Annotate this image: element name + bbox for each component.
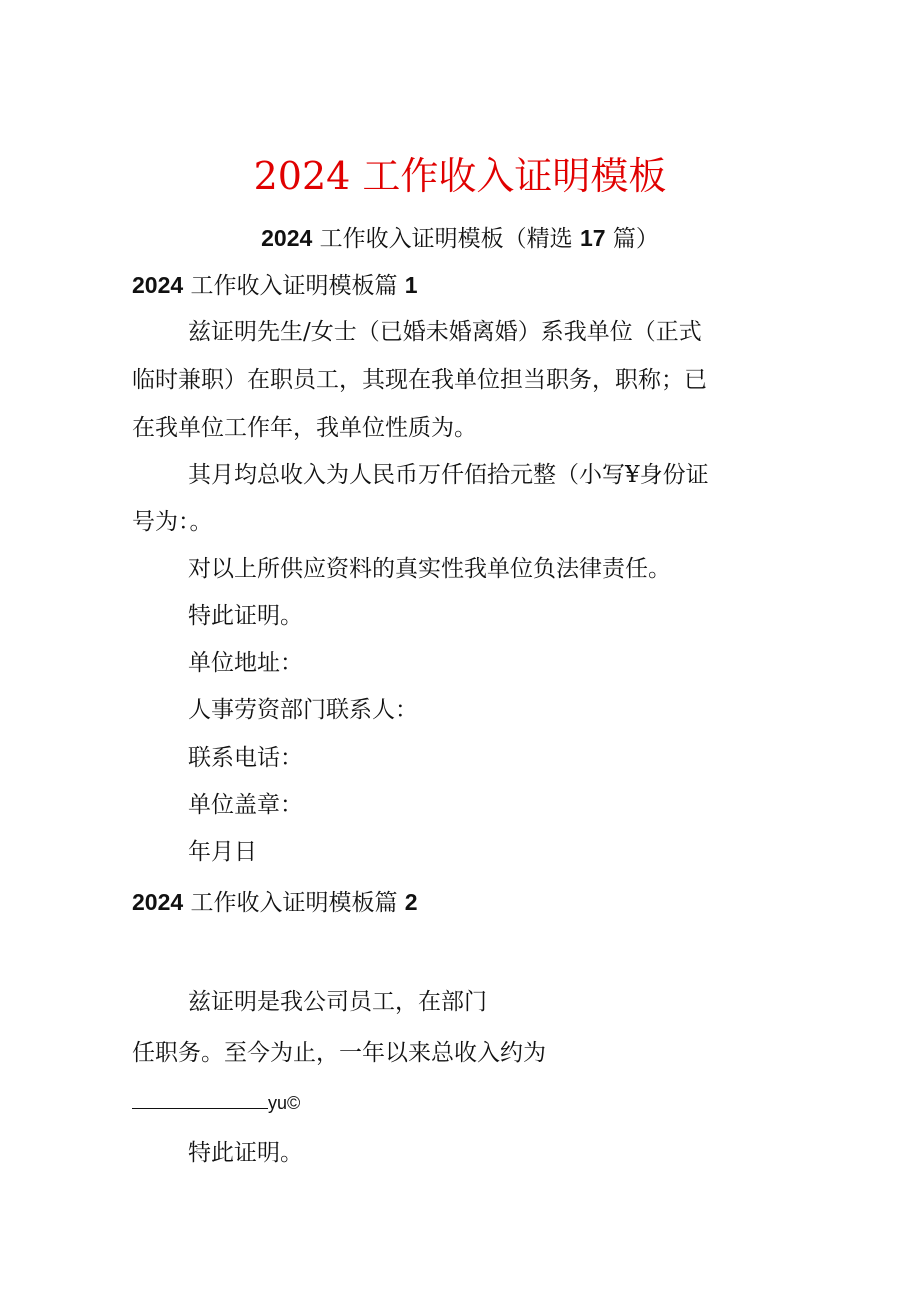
section-1-line: 在我单位工作年，我单位性质为。 [132, 415, 477, 441]
section-1-line: 特此证明。 [188, 603, 303, 629]
section-2-line: 兹证明是我公司员工，在部门 [188, 989, 487, 1015]
section-1-line: 号为：。 [132, 509, 213, 535]
section-2-heading-text: 工作收入证明模板篇 [183, 890, 405, 916]
document-subtitle [0, 218, 920, 259]
blank-suffix: yu© [268, 1093, 301, 1113]
document-title: 2024 工作收入证明模板 [253, 154, 667, 198]
section-1-line: 对以上所供应资料的真实性我单位负法律责任。 [188, 556, 671, 582]
section-1-line: 临时兼职）在职员工，其现在我单位担当职务，职称；已 [132, 367, 707, 393]
section-1-line: 单位盖章： [188, 792, 303, 818]
subtitle-count: 17 [579, 225, 606, 251]
section-2-number: 2 [404, 889, 418, 915]
subtitle-text: 工作收入证明模板（精选 [312, 226, 580, 252]
section-1-year: 2024 [132, 272, 184, 298]
section-1-line: 人事劳资部门联系人： [188, 697, 418, 723]
section-1-heading-text: 工作收入证明模板篇 [183, 273, 405, 299]
subtitle-suffix: 篇） [605, 226, 659, 252]
section-2-line: 任职务。至今为止，一年以来总收入约为 [132, 1040, 546, 1066]
section-1-number: 1 [404, 272, 418, 298]
section-2-heading [132, 882, 418, 923]
section-2-closing: 特此证明。 [188, 1140, 303, 1166]
section-1-line: 年月日 [188, 839, 257, 865]
blank-underline [132, 1090, 268, 1109]
section-1-line: 单位地址： [188, 650, 303, 676]
section-1-line: 联系电话： [188, 745, 303, 771]
income-blank-field [132, 1088, 300, 1118]
subtitle-year: 2024 [261, 225, 313, 251]
section-1-heading [132, 265, 418, 306]
section-1-line: 兹证明先生/女士（已婚未婚离婚）系我单位（正式 [188, 319, 702, 345]
section-1-line: 其月均总收入为人民币万仟佰拾元整（小写¥身份证 [188, 462, 709, 488]
section-2-year: 2024 [132, 889, 184, 915]
